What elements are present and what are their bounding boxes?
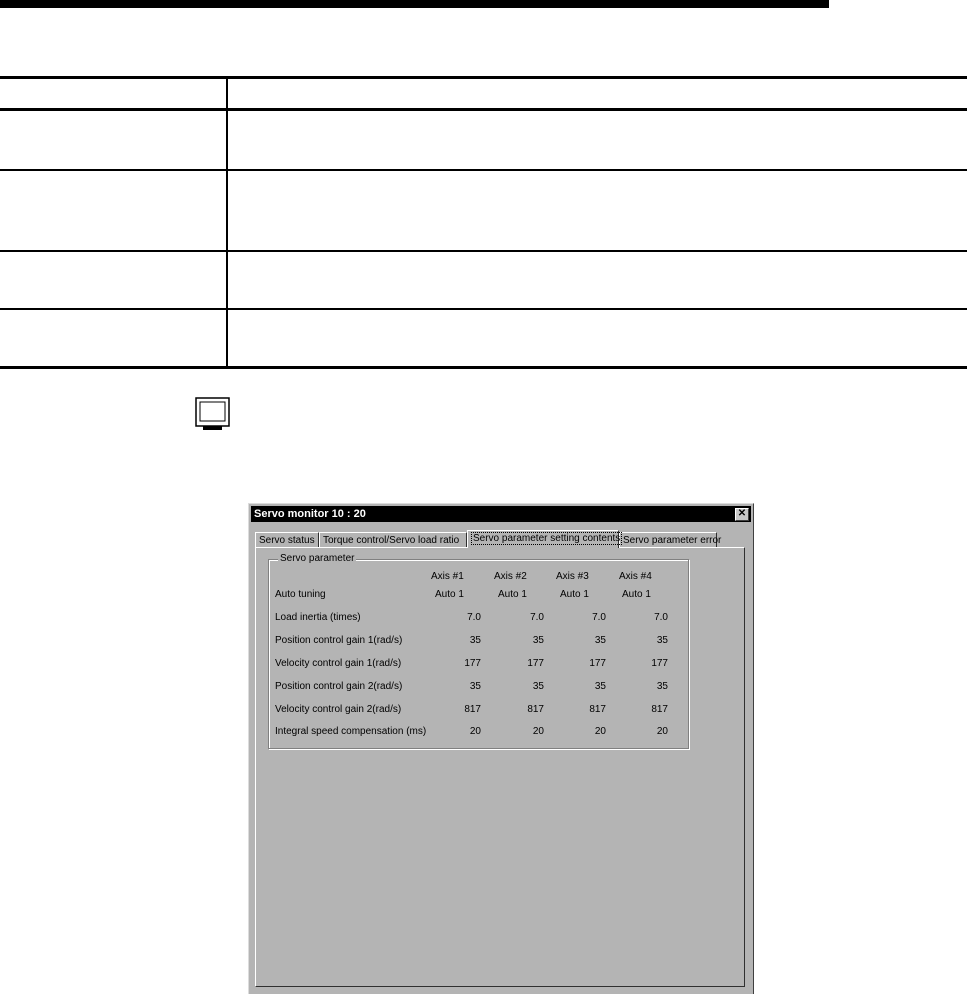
- axis-header: Axis #1: [431, 571, 464, 582]
- tab-torque-control[interactable]: Torque control/Servo load ratio: [319, 532, 467, 547]
- table-cell: [0, 110, 227, 171]
- tab-servo-parameter-setting[interactable]: Servo parameter setting contents: [467, 530, 619, 548]
- value-cell: Auto 1: [560, 589, 589, 600]
- value-cell: 817: [589, 704, 606, 715]
- value-cell: 20: [594, 726, 606, 737]
- value-cell: 177: [651, 658, 668, 669]
- servo-parameter-group: [268, 553, 689, 749]
- axis-header: Axis #3: [556, 571, 589, 582]
- monitor-icon: [195, 397, 231, 433]
- value-cell: Auto 1: [435, 589, 464, 600]
- value-cell: 35: [532, 681, 544, 692]
- value-cell: 7.0: [530, 612, 544, 623]
- close-icon: ✕: [737, 508, 747, 519]
- table-cell: [0, 309, 227, 368]
- value-cell: Auto 1: [622, 589, 651, 600]
- value-cell: 7.0: [592, 612, 606, 623]
- value-cell: 177: [589, 658, 606, 669]
- table-cell: [0, 78, 227, 110]
- axis-header: Axis #4: [619, 571, 652, 582]
- value-cell: 7.0: [467, 612, 481, 623]
- value-cell: 177: [527, 658, 544, 669]
- table-cell: [227, 78, 967, 110]
- value-cell: 35: [594, 635, 606, 646]
- value-cell: 35: [594, 681, 606, 692]
- row-label: Position control gain 1(rad/s): [275, 635, 403, 646]
- tab-servo-status[interactable]: Servo status: [255, 532, 319, 547]
- value-cell: 20: [469, 726, 481, 737]
- close-button[interactable]: [735, 508, 749, 521]
- table-cell: [0, 251, 227, 309]
- value-cell: 35: [656, 635, 668, 646]
- value-cell: 20: [656, 726, 668, 737]
- row-label: Velocity control gain 1(rad/s): [275, 658, 402, 669]
- header-rule: [0, 0, 829, 8]
- table-cell: [227, 309, 967, 368]
- row-label: Integral speed compensation (ms): [275, 726, 427, 737]
- table-cell: [227, 251, 967, 309]
- window-title: Servo monitor 10 : 20: [254, 508, 366, 520]
- value-cell: 7.0: [654, 612, 668, 623]
- title-bar: [251, 506, 751, 522]
- value-cell: 35: [656, 681, 668, 692]
- value-cell: 20: [532, 726, 544, 737]
- value-cell: 35: [532, 635, 544, 646]
- row-label: Position control gain 2(rad/s): [275, 681, 403, 692]
- axis-header: Axis #2: [494, 571, 527, 582]
- table-cell: [0, 170, 227, 251]
- row-label: Velocity control gain 2(rad/s): [275, 704, 402, 715]
- table-cell: [227, 170, 967, 251]
- table-cell: [227, 110, 967, 171]
- value-cell: 35: [469, 681, 481, 692]
- document-table: [0, 76, 967, 369]
- row-label: Load inertia (times): [275, 612, 361, 623]
- row-label: Auto tuning: [275, 589, 326, 600]
- group-label: Servo parameter: [280, 553, 355, 564]
- value-cell: 817: [464, 704, 481, 715]
- value-cell: 177: [464, 658, 481, 669]
- tab-servo-parameter-error[interactable]: Servo parameter error: [619, 532, 717, 547]
- value-cell: 817: [651, 704, 668, 715]
- value-cell: 35: [469, 635, 481, 646]
- value-cell: Auto 1: [498, 589, 527, 600]
- value-cell: 817: [527, 704, 544, 715]
- group-border: [268, 559, 689, 749]
